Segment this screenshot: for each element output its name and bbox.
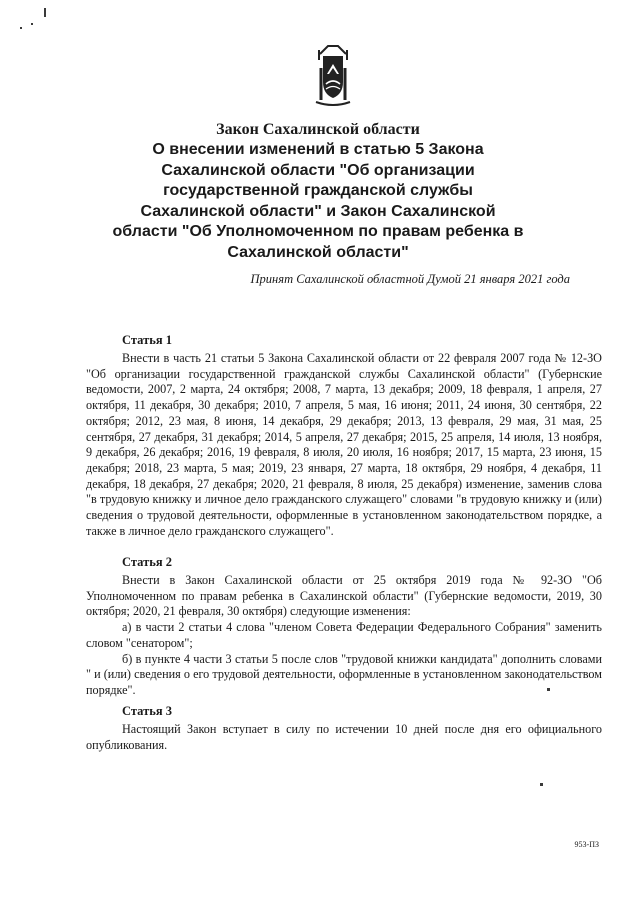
adoption-date: Принят Сахалинской областной Думой 21 января 2021 года <box>250 272 570 286</box>
article-paragraph: а) в части 2 статьи 4 слова "членом Совета Федерации Федерального Собрания" заменить словом "сенатором"; <box>86 620 602 650</box>
article-paragraph: Внести в часть 21 статьи 5 Закона Сахалинской области от 22 февраля 2007 года № 12-ЗО "Об организации государственной гражданской службы Сахалинской области" (Губернские ведомости, 2007, 2 марта, 24 октября; 2008, 7 марта, 13 декабря; 2009, 18 февраля, 1 апреля, 27 октября, 11 декабря, 30 декабря; 2010, 7 апреля, 5 мая, 16 июня; 2011, 24 июня, 30 сентября, 22 октября; 2012, 23 мая, 8 июня, 14 декабря, 29 декабря; 2013, 13 февраля, 29 мая, 31 мая, 25 сентября, 27 декабря, 31 декабря; 2014, 5 апреля, 27 декабря; 2015, 25 апреля, 14 июля, 13 ноября, 9 декабря, 26 декабря; 2016, 19 февраля, 8 июля, 20 июля, 16 ноября; 2017, 15 марта, 23 июня, 15 декабря; 2018, 23 марта, 5 мая; 2019, 23 января, 27 марта, 18 октября, 29 ноября, 4 декабря, 11 декабря, 18 декабря, 27 декабря; 2020, 21 февраля, 8 июля, 25 декабря) изменение, заменив слова "в трудовую книжку и личное дело гражданского служащего" словами "в трудовую книжку и (или) сведения о трудовой деятельности, оформленные в установленном законодательством порядке, а также в личное дело гражданского служащего". <box>86 351 602 538</box>
law-subtitle: О внесении изменений в статью 5 Закона Сахалинской области "Об организации государственной гражданской службы Сахалинской области" и Закон Сахалинской области "Об Уполномоченном по правам ребенка в Сахалинской области" <box>112 141 524 261</box>
article-paragraph: Внести в Закон Сахалинской области от 25 октября 2019 года № 92-ЗО "Об Уполномоченном по правам ребенка в Сахалинской области" (Губернские ведомости, 2019, 30 октября; 2020, 21 февраля, 30 октября) следующие изменения: <box>86 573 602 619</box>
scan-speck <box>31 23 33 25</box>
article-paragraph: б) в пункте 4 части 3 статьи 5 после слов "трудовой книжки кандидата" дополнить словами " и (или) сведения о его трудовой деятельности, оформленные в установленном законодательством порядке". <box>86 651 602 697</box>
scan-speck <box>44 8 46 17</box>
article-paragraph: Настоящий Закон вступает в силу по истечении 10 дней после дня его официального опубликования. <box>86 722 602 752</box>
law-title: Закон Сахалинской области <box>216 121 420 138</box>
scan-speck <box>540 783 543 786</box>
article-1 <box>86 333 602 539</box>
document-code: 953-ПЗ <box>574 840 599 849</box>
article-heading: Статья 2 <box>122 555 172 569</box>
sakhalin-coat-of-arms-icon <box>314 44 352 106</box>
article-2 <box>86 555 602 699</box>
article-heading: Статья 1 <box>122 333 172 347</box>
article-3 <box>86 704 602 753</box>
scan-speck <box>20 27 22 29</box>
article-heading: Статья 3 <box>122 704 172 718</box>
